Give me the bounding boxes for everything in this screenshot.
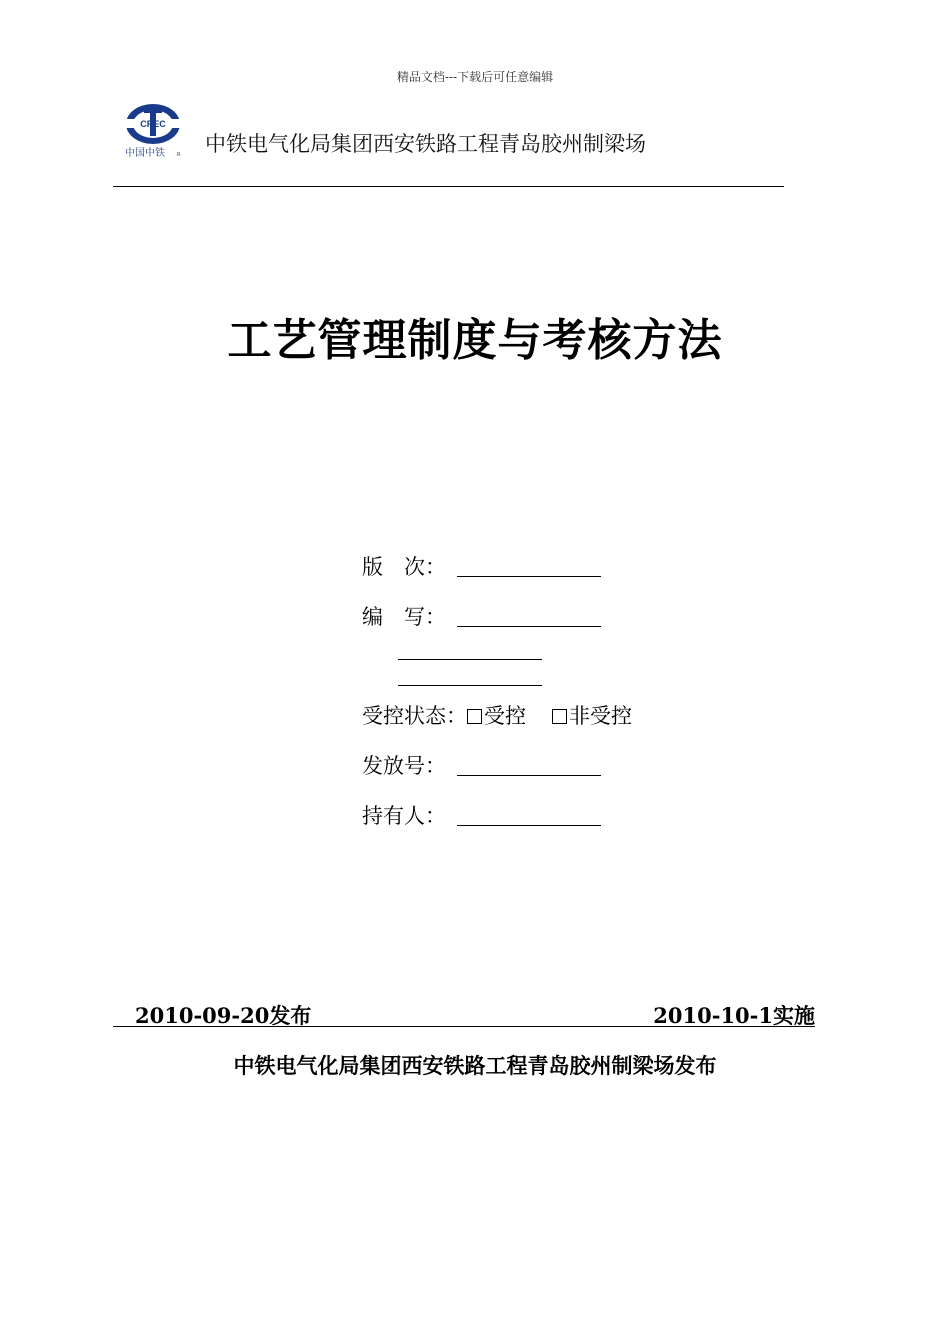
issue-number-blank [457, 775, 601, 776]
logo-caption: 中国中铁 [125, 148, 165, 159]
logo-registered-mark: R [177, 152, 181, 158]
date-row [113, 1000, 815, 1027]
version-blank [457, 576, 601, 577]
uncontrolled-option-label: 非受控 [569, 704, 632, 728]
version-field [362, 552, 446, 582]
document-title: 工艺管理制度与考核方法 [227, 315, 723, 366]
crec-logo-icon [122, 102, 184, 160]
effective-date: 2010-10-1实施 [653, 1003, 815, 1028]
issue-number-label: 发放号： [362, 754, 446, 778]
publish-date: 2010-09-20发布 [135, 1003, 312, 1028]
author-blank-3 [398, 685, 542, 686]
logo-letters: CREC [140, 119, 166, 129]
footer-publisher: 中铁电气化局集团西安铁路工程青岛胶州制梁场发布 [233, 1053, 717, 1078]
holder-blank [457, 825, 601, 826]
author-blank-2 [398, 659, 542, 660]
header-organization: 中铁电气化局集团西安铁路工程青岛胶州制梁场 [205, 132, 646, 156]
version-label: 版 次： [362, 555, 446, 579]
author-field [362, 602, 446, 632]
author-blank [457, 626, 601, 627]
watermark-text: 精品文档---下载后可任意编辑 [396, 70, 554, 84]
controlled-checkbox[interactable] [467, 709, 482, 724]
holder-field [362, 801, 446, 831]
uncontrolled-checkbox[interactable] [552, 709, 567, 724]
controlled-option-label: 受控 [484, 704, 526, 728]
holder-label: 持有人： [362, 804, 446, 828]
controlled-option[interactable] [467, 701, 526, 731]
author-label: 编 写： [362, 605, 446, 629]
header-divider [113, 186, 784, 187]
uncontrolled-option[interactable] [552, 701, 632, 731]
control-status-field [362, 701, 632, 731]
issue-number-field [362, 751, 446, 781]
control-status-label: 受控状态： [362, 704, 467, 728]
